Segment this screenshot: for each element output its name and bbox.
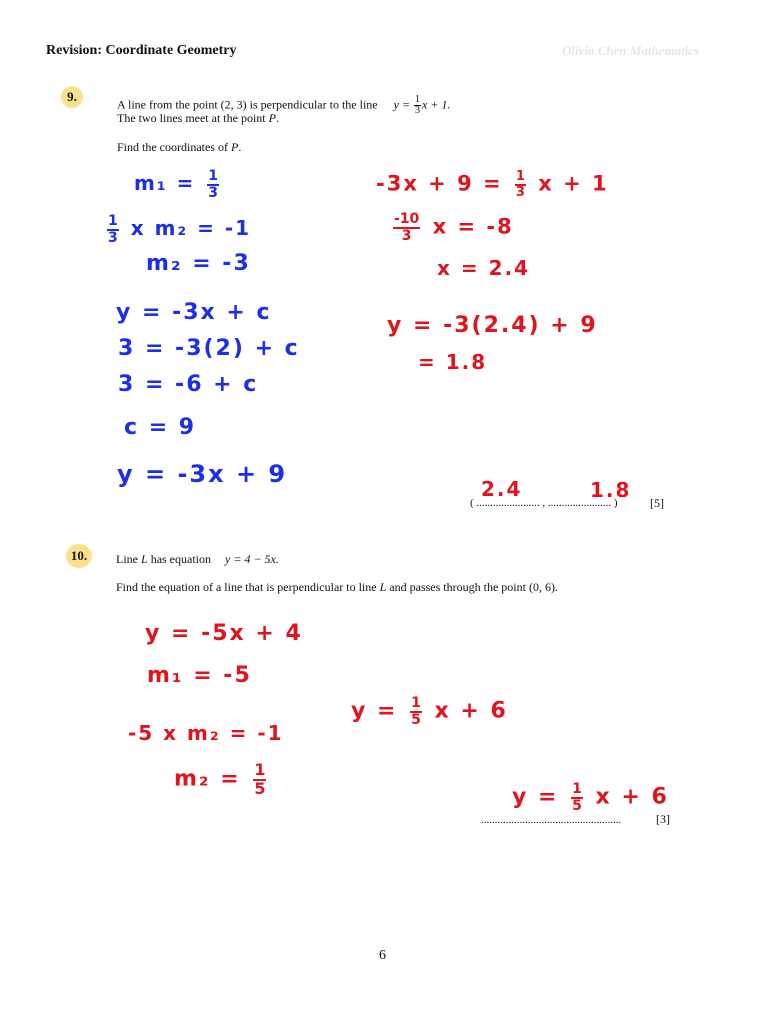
q10-work-4: m₂ = $\frac{1}{5}$	[174, 760, 266, 798]
q10-marks: [3]	[656, 812, 670, 826]
q9-work-left-6: 3 = -6 + c	[118, 372, 259, 397]
q10-answer: y = $\frac{1}{5}$ x + 6	[512, 781, 669, 814]
q9-work-left-2: $\frac{1}{3}$ x m₂ = -1	[108, 213, 252, 246]
watermark: Olivia Chen Mathematics	[562, 43, 700, 58]
q9-answer-line: ( ....................... , ....................... )	[470, 497, 618, 509]
q9-work-right-1: -3x + 9 = $\frac{1}{3}$ x + 1	[376, 169, 609, 200]
q9-work-left-3: m₂ = -3	[146, 251, 251, 276]
page-title: Revision: Coordinate Geometry	[46, 43, 237, 58]
q9-work-left-7: c = 9	[124, 415, 197, 440]
q10-prompt: Find the equation of a line that is perpendicular to line L and passes through the point (0, 6).	[116, 580, 558, 594]
q9-work-left-5: 3 = -3(2) + c	[118, 336, 300, 361]
q9-work-left-4: y = -3x + c	[116, 300, 272, 325]
q9-statement-line-1: A line from the point (2, 3) is perpendicular to the line y = $\frac{1}{3}$ x + 1.	[117, 94, 451, 116]
q9-answer-y: 1.8	[590, 478, 632, 502]
q9-work-left-1: m₁ = $\frac{1}{3}$	[134, 168, 219, 201]
q10-answer-line: ...................................................	[481, 814, 622, 826]
q10-work-1: y = -5x + 4	[145, 621, 303, 646]
q9-answer-x: 2.4	[481, 477, 523, 501]
question-number-9: 9.	[61, 86, 83, 108]
q10-work-mid: y = $\frac{1}{5}$ x + 6	[351, 695, 508, 728]
q10-work-2: m₁ = -5	[147, 663, 252, 688]
q9-fraction: $\frac{1}{3}$	[415, 94, 421, 116]
q9-work-right-3: x = 2.4	[437, 256, 531, 280]
q9-work-left-8: y = -3x + 9	[117, 460, 288, 488]
q9-work-right-5: = 1.8	[418, 350, 488, 374]
q9-statement-line-2: The two lines meet at the point P.	[117, 111, 279, 125]
question-number-10: 10.	[66, 544, 92, 568]
q10-work-3: -5 x m₂ = -1	[128, 721, 284, 745]
q9-work-right-2: $\frac{-10}{3}$ x = -8	[394, 211, 514, 244]
q10-statement: Line L has equation y = 4 − 5x.	[116, 552, 279, 566]
page-number: 6	[379, 948, 386, 963]
q9-marks: [5]	[650, 496, 664, 510]
q9-prompt: Find the coordinates of P.	[117, 140, 242, 154]
q9-work-right-4: y = -3(2.4) + 9	[387, 313, 598, 338]
